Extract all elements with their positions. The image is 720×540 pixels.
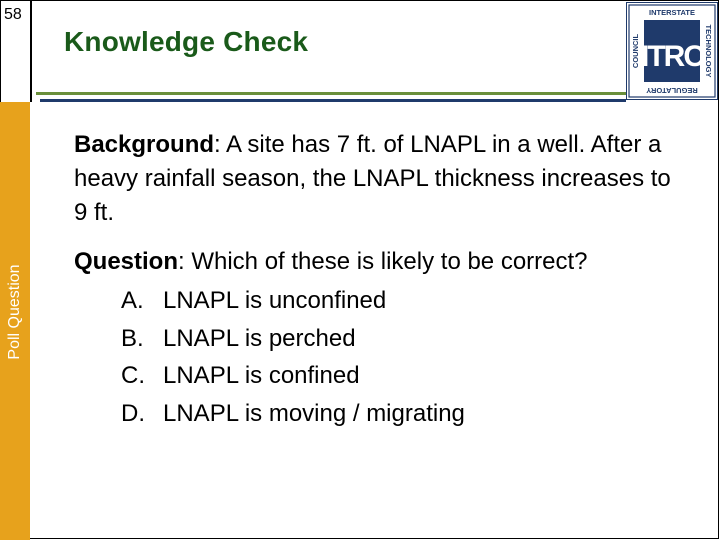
logo-right-text: TECHNOLOGY: [704, 24, 713, 78]
page-title: Knowledge Check: [64, 26, 309, 57]
question-lead: Question: [74, 248, 179, 275]
background-lead: Background: [74, 131, 215, 158]
option-text: LNAPL is perched: [163, 324, 356, 352]
question-paragraph: [74, 245, 694, 279]
option-b: [121, 320, 465, 358]
option-text: LNAPL is confined: [163, 362, 360, 389]
option-letter: D.: [121, 399, 145, 427]
answer-options: [121, 282, 465, 432]
title-rule-green: [36, 92, 626, 95]
question-text: : Which of these is likely to be correct?: [178, 248, 588, 275]
itrc-logo: [626, 2, 718, 100]
option-a: [121, 282, 465, 320]
logo-left-text: COUNCIL: [631, 33, 640, 69]
header-divider: [30, 0, 32, 102]
option-d: [121, 395, 465, 433]
option-letter: A.: [121, 287, 144, 314]
sidebar-label: Poll Question: [6, 264, 23, 360]
option-c: [121, 357, 465, 395]
option-text: LNAPL is unconfined: [163, 287, 387, 314]
background-text: : A site has 7 ft. of LNAPL in a well. After a heavy rainfall season, the LNAPL thickness increases to 9 ft.: [74, 131, 671, 226]
title-rule-blue: [40, 99, 626, 102]
background-paragraph: [74, 128, 674, 230]
slide-number: 58: [4, 6, 22, 23]
logo-top-text: INTERSTATE: [649, 8, 695, 17]
option-text: LNAPL is moving / migrating: [163, 399, 465, 427]
option-letter: C.: [121, 362, 145, 389]
poll-question-sidebar: [0, 102, 30, 540]
logo-bottom-text: REGULATORY: [646, 86, 698, 95]
option-letter: B.: [121, 324, 144, 352]
logo-center-text: ITRC: [641, 40, 703, 73]
